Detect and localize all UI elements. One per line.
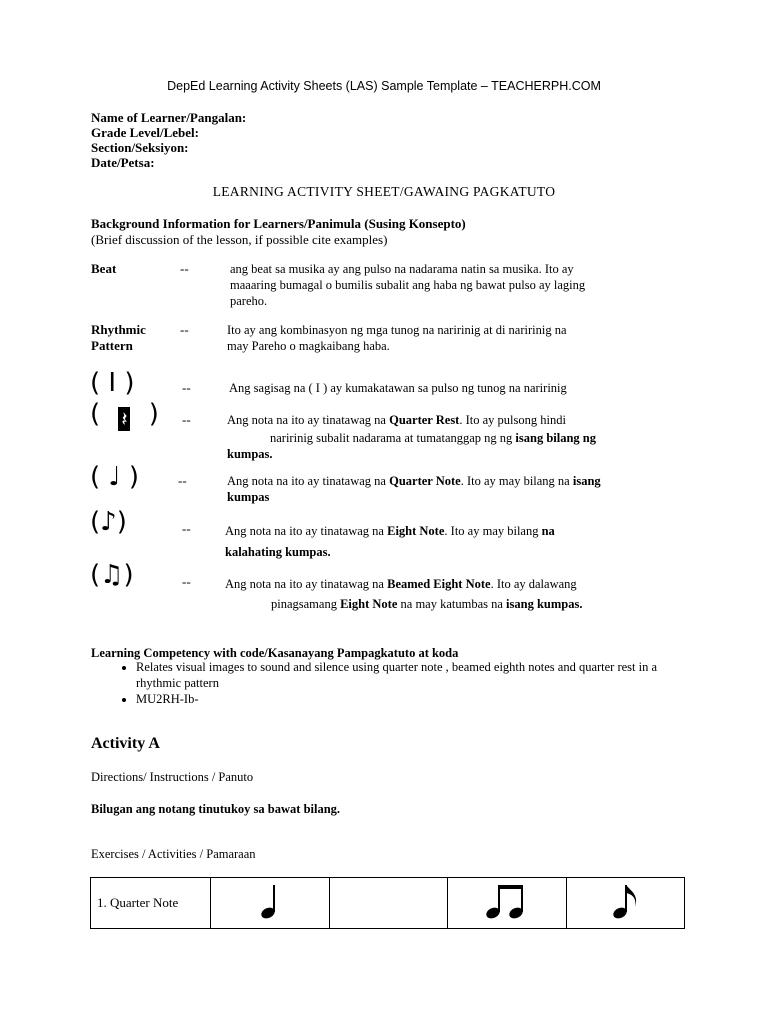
quarter-rest-symbol <box>90 399 159 431</box>
pulse-symbol-icon: ( I ) <box>90 368 135 398</box>
text: na may katumbas na <box>397 597 507 611</box>
bold-term: na <box>541 524 555 538</box>
quarter-rest-icon: 𝄽 <box>118 407 130 431</box>
competency-title: Learning Competency with code/Kasanayang Pampagkatuto at koda <box>91 646 459 660</box>
option-eighth-note[interactable] <box>566 878 684 929</box>
def-quarter-note <box>227 473 687 505</box>
dash-rest: -- <box>182 412 191 427</box>
document-header: DepEd Learning Activity Sheets (LAS) Sample Template – TEACHERPH.COM <box>167 79 601 93</box>
bold-term: Beamed Eight Note <box>387 577 491 591</box>
table-row <box>91 878 685 929</box>
quarter-note-symbol-icon: ( ♩ ) <box>90 462 140 492</box>
eighth-note-symbol-icon: (♪) <box>90 507 127 537</box>
bold-term: kumpas. <box>227 447 273 461</box>
text: . Ito ay may bilang <box>444 524 542 538</box>
def-quarter-line1 <box>227 473 687 489</box>
def-eighth-line2 <box>225 542 685 563</box>
text: naririnig subalit nadarama at tumatanggap ng ng <box>270 431 516 445</box>
competency-item: • MU2RH-Ib- <box>136 691 696 707</box>
def-rest-line1 <box>227 412 687 428</box>
field-name: Name of Learner/Pangalan: <box>91 110 247 125</box>
bold-term: kumpas <box>227 490 270 504</box>
exercise-table <box>90 877 685 929</box>
row-label: 1. Quarter Note <box>91 878 211 929</box>
def-quarter-line2 <box>227 489 687 505</box>
background-title: Background Information for Learners/Panimula (Susing Konsepto) <box>91 216 466 231</box>
background-subtitle: (Brief discussion of the lesson, if possible cite examples) <box>91 232 388 247</box>
def-beamed-line2 <box>225 594 695 614</box>
term-rhythmic-pattern <box>91 322 146 354</box>
dash-quarter: -- <box>178 473 187 488</box>
bold-term: Quarter Note <box>389 474 461 488</box>
text: Ang nota na ito ay tinatawag na <box>227 413 390 427</box>
paren-close: ) <box>148 399 159 429</box>
activity-title: Activity A <box>91 735 160 752</box>
def-rhythmic-line: Ito ay ang kombinasyon ng mga tunog na naririnig at di naririnig na <box>227 323 567 337</box>
def-beat <box>230 261 700 309</box>
competency-item: • Relates visual images to sound and silence using quarter note , beamed eighth notes and quarter rest in a rhythmic pattern <box>136 659 696 691</box>
def-beamed-eighth <box>225 574 695 614</box>
def-rest-line2 <box>227 430 687 446</box>
def-eighth-line1 <box>225 521 685 542</box>
def-rhythmic <box>227 322 697 354</box>
beamed-eighth-notes-icon <box>482 881 532 921</box>
bold-term: isang kumpas. <box>506 597 583 611</box>
text: . Ito ay dalawang <box>490 577 577 591</box>
text: Ang nota na ito ay tinatawag na <box>225 577 388 591</box>
term-rhythmic-line: Rhythmic <box>91 322 146 337</box>
field-section: Section/Seksiyon: <box>91 140 189 155</box>
text: Ang nota na ito ay tinatawag na <box>225 524 388 538</box>
exercises-label: Exercises / Activities / Pamaraan <box>91 847 256 861</box>
def-beat-line: maaaring bumagal o bumilis subalit ang haba ng bawat pulso ay laging <box>230 278 586 292</box>
text: . Ito ay pulsong hindi <box>459 413 566 427</box>
def-beamed-line1 <box>225 574 695 594</box>
bold-term: isang <box>572 474 601 488</box>
dash-eighth: -- <box>182 521 191 536</box>
instruction-text: Bilugan ang notang tinutukoy sa bawat bilang. <box>91 802 341 816</box>
dash-rhythmic: -- <box>180 322 189 337</box>
def-eighth-note <box>225 521 685 563</box>
def-rest-line3 <box>227 446 687 462</box>
eighth-note-icon <box>607 881 643 921</box>
text: . Ito ay may bilang na <box>460 474 573 488</box>
def-rhythmic-line: may Pareho o magkaibang haba. <box>227 339 390 353</box>
beamed-eighth-symbol-icon: (♫) <box>90 560 134 590</box>
text: Ang nota na ito ay tinatawag na <box>227 474 390 488</box>
term-beat: Beat <box>91 261 117 276</box>
field-date: Date/Petsa: <box>91 155 155 170</box>
quarter-note-icon <box>255 881 285 921</box>
term-rhythmic-line: Pattern <box>91 338 133 353</box>
dash-pulse: -- <box>182 380 191 395</box>
bold-term: Eight Note <box>340 597 398 611</box>
bold-term: Quarter Rest <box>389 413 460 427</box>
sheet-title: LEARNING ACTIVITY SHEET/GAWAING PAGKATUTO <box>212 184 556 199</box>
directions-label: Directions/ Instructions / Panuto <box>91 770 254 784</box>
def-pulse: Ang sagisag na ( I ) ay kumakatawan sa pulso ng tunog na naririnig <box>229 381 567 395</box>
def-quarter-rest <box>227 412 687 462</box>
def-beat-line: ang beat sa musika ay ang pulso na nadarama natin sa musika. Ito ay <box>230 262 574 276</box>
option-empty[interactable] <box>329 878 447 929</box>
learner-fields <box>91 110 246 170</box>
field-grade: Grade Level/Lebel: <box>91 125 199 140</box>
option-quarter-note[interactable] <box>211 878 329 929</box>
competency-list <box>110 659 696 707</box>
bold-term: kalahating kumpas. <box>225 545 331 559</box>
option-beamed-eighth[interactable] <box>448 878 566 929</box>
def-beat-line: pareho. <box>230 294 268 308</box>
paren-open: ( <box>90 399 101 429</box>
text: pinagsamang <box>271 597 341 611</box>
bold-term: isang bilang ng <box>515 431 597 445</box>
dash-beamed: -- <box>182 574 191 589</box>
dash-beat: -- <box>180 261 189 276</box>
bold-term: Eight Note <box>387 524 445 538</box>
